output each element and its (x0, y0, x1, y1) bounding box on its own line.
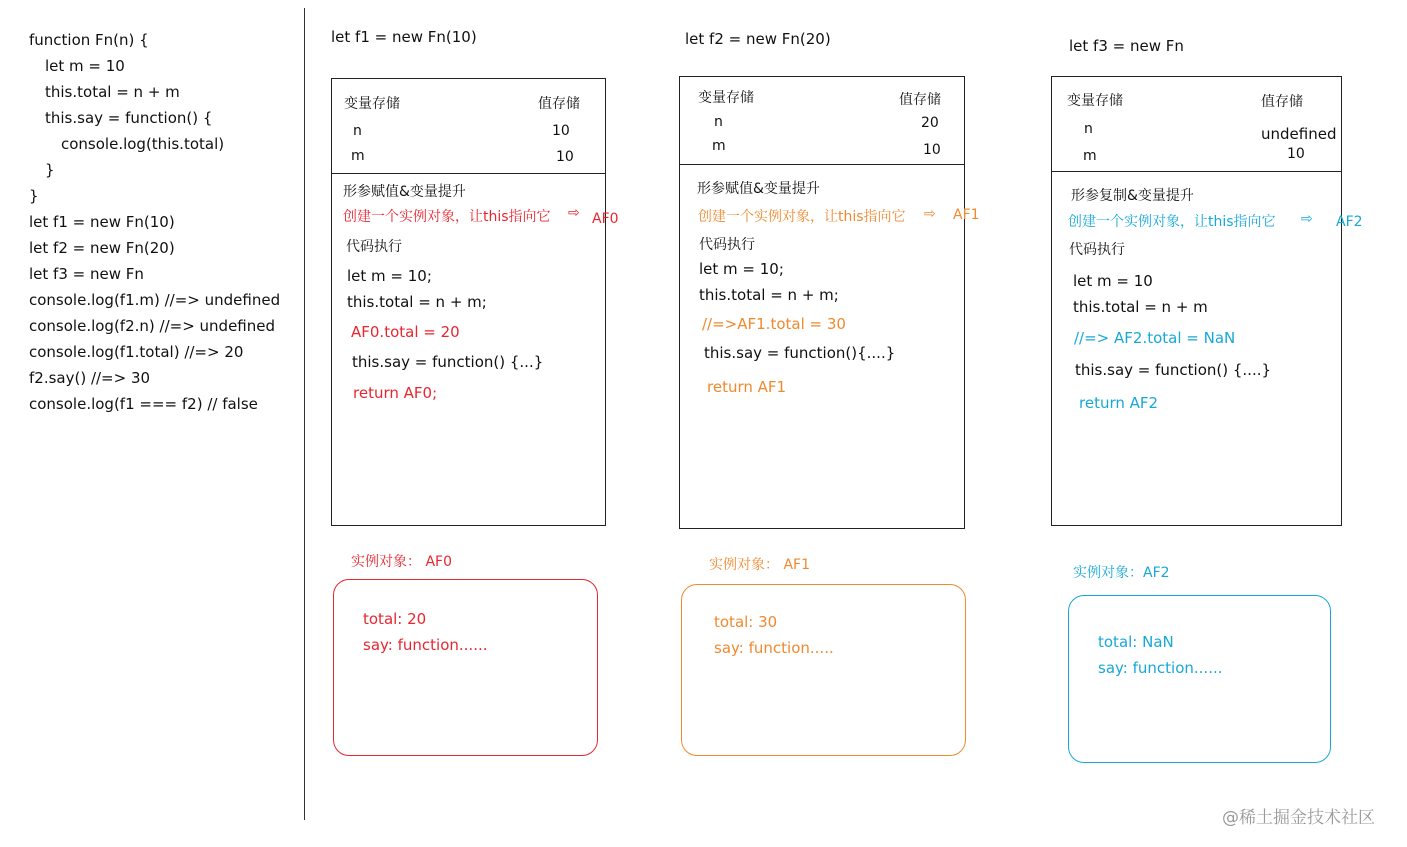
step-code-exec: 代码执行 (699, 237, 755, 253)
divider-line (1051, 171, 1342, 172)
step-create-instance: 创建一个实例对象，让this指向它 (343, 209, 551, 225)
exec-return: return AF0; (353, 384, 438, 402)
code-line: console.log(f1 === f2) // false (29, 395, 258, 413)
variable-storage-header: 变量存储 (698, 90, 754, 106)
right-arrow-icon: ⇨ (1301, 211, 1313, 227)
instance-say: say: function...... (1098, 659, 1223, 677)
val-m: 10 (923, 142, 941, 158)
exec-line-highlight: //=> AF2.total = NaN (1074, 329, 1236, 347)
code-line: this.total = n + m (45, 83, 180, 101)
instance-object-box (1068, 595, 1331, 763)
instance-total: total: 30 (714, 613, 778, 631)
instance-ref: AF1 (953, 207, 980, 223)
value-storage-header: 值存储 (538, 96, 580, 112)
code-line: console.log(f2.n) //=> undefined (29, 317, 276, 335)
exec-return: return AF1 (707, 378, 787, 396)
column-title: let f2 = new Fn(20) (685, 30, 831, 48)
val-n: 20 (921, 115, 939, 131)
val-n: 10 (552, 123, 570, 139)
instance-total: total: NaN (1098, 633, 1174, 651)
var-n: n (1084, 121, 1093, 137)
code-line: console.log(f1.m) //=> undefined (29, 291, 281, 309)
code-line: function Fn(n) { (29, 31, 149, 49)
instance-object-label: 实例对象： AF0 (351, 554, 452, 570)
exec-line: this.total = n + m (1073, 298, 1208, 316)
value-storage-header: 值存储 (899, 92, 941, 108)
instance-say: say: function...... (363, 636, 488, 654)
exec-line: let m = 10; (347, 267, 432, 285)
val-m: 10 (556, 149, 574, 165)
step-param-hoist: 形参复制&变量提升 (1071, 188, 1194, 204)
exec-line: this.say = function(){....} (704, 344, 896, 362)
step-param-hoist: 形参赋值&变量提升 (343, 184, 466, 200)
exec-line-highlight: AF0.total = 20 (351, 323, 460, 341)
exec-line: let m = 10; (699, 260, 784, 278)
variable-storage-header: 变量存储 (344, 96, 400, 112)
watermark: @稀土掘金技术社区 (1222, 808, 1375, 828)
instance-say: say: function..... (714, 639, 834, 657)
code-line: let f2 = new Fn(20) (29, 239, 175, 257)
code-line: } (29, 187, 39, 205)
exec-line: this.total = n + m; (699, 286, 839, 304)
code-line: let f3 = new Fn (29, 265, 144, 283)
right-arrow-icon: ⇨ (568, 205, 580, 221)
instance-object-box (333, 579, 598, 756)
instance-object-box (681, 584, 966, 756)
instance-ref: AF0 (592, 211, 619, 227)
right-arrow-icon: ⇨ (924, 206, 936, 222)
vertical-divider (304, 8, 305, 820)
var-m: m (712, 138, 726, 154)
instance-object-label: 实例对象： AF1 (709, 557, 810, 573)
value-storage-header: 值存储 (1261, 94, 1303, 110)
var-n: n (353, 123, 362, 139)
exec-line: this.total = n + m; (347, 293, 487, 311)
code-line: console.log(f1.total) //=> 20 (29, 343, 244, 361)
var-m: m (351, 148, 365, 164)
exec-line: this.say = function() {....} (1075, 361, 1272, 379)
step-create-instance: 创建一个实例对象，让this指向它 (698, 209, 906, 225)
step-param-hoist: 形参赋值&变量提升 (697, 181, 820, 197)
exec-line-highlight: //=>AF1.total = 30 (702, 315, 846, 333)
step-create-instance: 创建一个实例对象，让this指向它 (1068, 214, 1276, 230)
column-title: let f1 = new Fn(10) (331, 28, 477, 46)
column-title: let f3 = new Fn (1069, 37, 1184, 55)
instance-total: total: 20 (363, 610, 427, 628)
instance-ref: AF2 (1336, 214, 1363, 230)
var-n: n (714, 114, 723, 130)
val-n: undefined (1261, 125, 1337, 143)
divider-line (331, 173, 606, 174)
code-line: let m = 10 (45, 57, 125, 75)
code-line: this.say = function() { (45, 109, 213, 127)
code-line: console.log(this.total) (61, 135, 225, 153)
exec-line: this.say = function() {...} (352, 353, 544, 371)
instance-object-label: 实例对象：AF2 (1073, 565, 1170, 581)
exec-line: let m = 10 (1073, 272, 1153, 290)
divider-line (679, 164, 965, 165)
val-m: 10 (1287, 146, 1305, 162)
var-m: m (1083, 148, 1097, 164)
step-code-exec: 代码执行 (346, 239, 402, 255)
step-code-exec: 代码执行 (1069, 242, 1125, 258)
variable-storage-header: 变量存储 (1067, 93, 1123, 109)
exec-return: return AF2 (1079, 394, 1159, 412)
code-line: let f1 = new Fn(10) (29, 213, 175, 231)
code-line: f2.say() //=> 30 (29, 369, 151, 387)
code-line: } (45, 161, 55, 179)
